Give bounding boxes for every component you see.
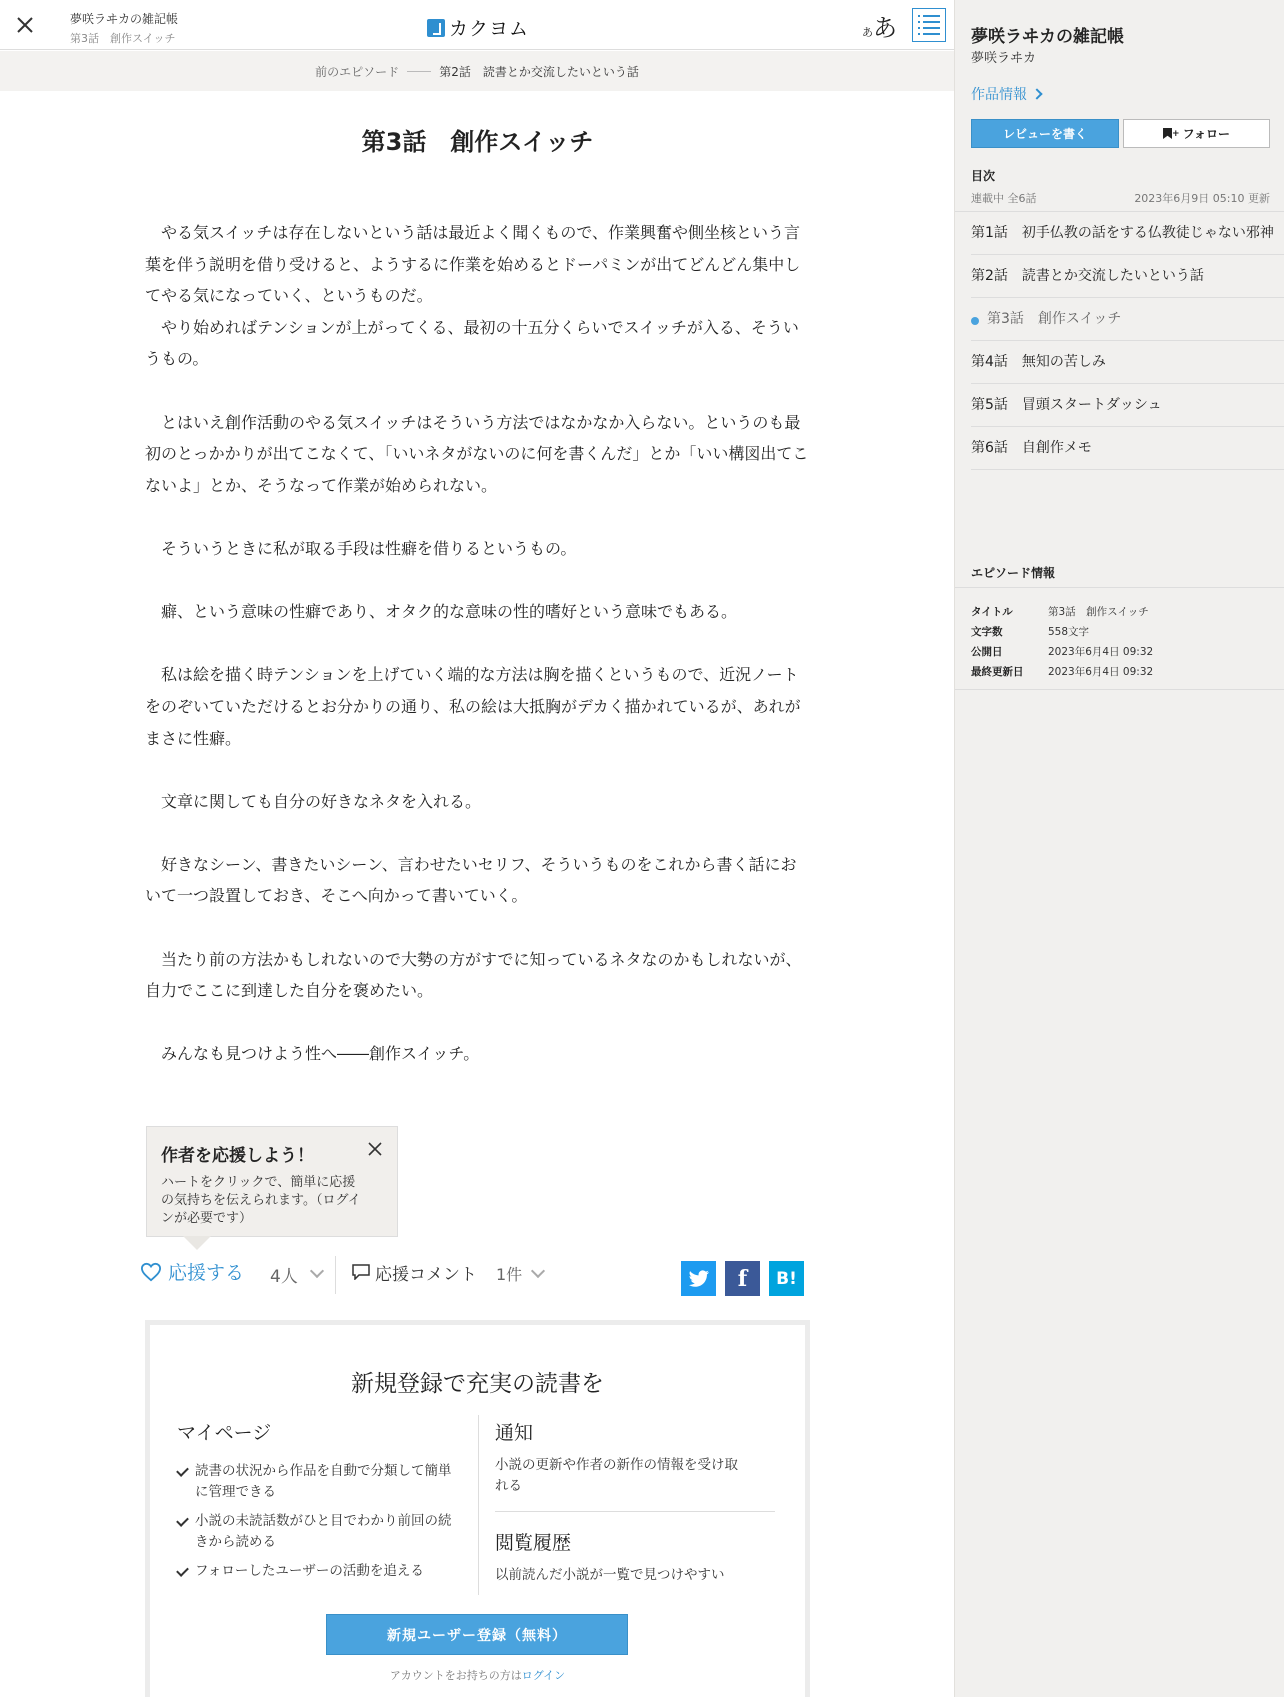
episode-actions bbox=[140, 1256, 810, 1296]
login-prefix: アカウントをお持ちの方は bbox=[389, 1669, 522, 1682]
history-heading: 閲覧履歴 bbox=[495, 1532, 572, 1554]
list-item: フォローしたユーザーの活動を追える bbox=[177, 1561, 457, 1582]
support-tooltip-text: ハートをクリックで、簡単に応援の気持ちを伝えられます。（ログインが必要です） bbox=[161, 1175, 361, 1226]
divider bbox=[955, 587, 1284, 588]
header-titles bbox=[70, 10, 178, 46]
close-icon[interactable] bbox=[14, 14, 36, 36]
mypage-column bbox=[177, 1418, 457, 1590]
episode-link[interactable]: 第2話 読書とか交流したいという話 bbox=[971, 255, 1284, 298]
bookmark-icon bbox=[1163, 128, 1172, 139]
paragraph: そういうときに私が取る手段は性癖を借りるというもの。 bbox=[145, 538, 577, 558]
serial-status: 連載中 全6話 bbox=[971, 192, 1037, 205]
chevron-down-icon[interactable] bbox=[310, 1264, 324, 1278]
logo-text: カクヨム bbox=[449, 18, 530, 40]
meta-key: 公開日 bbox=[971, 646, 1003, 658]
work-info-link[interactable]: 作品情報 bbox=[971, 84, 1041, 104]
divider bbox=[335, 1256, 336, 1294]
write-review-button[interactable]: レビューを書く bbox=[971, 119, 1119, 148]
paragraph bbox=[145, 565, 810, 597]
mypage-heading: マイページ bbox=[177, 1422, 272, 1444]
history-text: 以前読んだ小説が一覧で見つけやすい bbox=[495, 1567, 725, 1583]
list-item: 小説の未読話数がひと目でわかり前回の続きから読める bbox=[177, 1511, 457, 1553]
follow-button-label: フォロー bbox=[1182, 127, 1230, 141]
support-tooltip bbox=[146, 1126, 398, 1237]
close-icon[interactable] bbox=[367, 1141, 383, 1157]
episode-list bbox=[971, 212, 1284, 470]
meta-value: 第3話 創作スイッチ bbox=[1048, 606, 1149, 618]
paragraph bbox=[145, 1007, 810, 1039]
notify-heading: 通知 bbox=[495, 1422, 534, 1444]
support-tooltip-title: 作者を応援しよう！ bbox=[161, 1146, 314, 1166]
chevron-down-icon[interactable] bbox=[531, 1264, 545, 1278]
mypage-feature-list bbox=[177, 1461, 457, 1582]
comment-button[interactable]: 応援コメント bbox=[375, 1265, 477, 1285]
episode-link[interactable]: 第1話 初手仏教の話をする仏教徒じゃない邪神 bbox=[971, 212, 1284, 255]
episode-link[interactable]: 第4話 無知の苦しみ bbox=[971, 341, 1284, 384]
top-header bbox=[0, 0, 954, 50]
meta-row bbox=[971, 602, 1153, 622]
paragraph: やる気スイッチは存在しないという話は最近よく聞くもので、作業興奮や側坐核という言葉を伴う説明を借り受けると、ようするに作業を始めるとドーパミンが出てどんどん集中してやる気になっていく、というものだ。 やり始めればテンションが上がってくる、最初の十五分くらいでスイッチが入る、そういうもの。 bbox=[145, 223, 801, 369]
cheer-button[interactable]: 応援する bbox=[168, 1262, 245, 1284]
list-item: 読書の状況から作品を自動で分類して簡単に管理できる bbox=[177, 1461, 457, 1503]
meta-row bbox=[971, 642, 1153, 662]
cheer-count[interactable]: 4人 bbox=[270, 1267, 298, 1287]
meta-key: 最終更新日 bbox=[971, 666, 1024, 678]
meta-key: 文字数 bbox=[971, 626, 1003, 638]
hatena-bookmark-button[interactable] bbox=[769, 1261, 804, 1296]
header-episode-subtitle: 第3話 創作スイッチ bbox=[70, 32, 176, 45]
hatena-icon: B! bbox=[776, 1268, 797, 1289]
comment-icon[interactable] bbox=[352, 1264, 370, 1280]
plus-glyph: + bbox=[1172, 128, 1180, 139]
paragraph: 癖、という意味の性癖であり、オタク的な意味の性的嗜好という意味でもある。 bbox=[145, 602, 738, 622]
paragraph: みんなも見つけよう性へ――創作スイッチ。 bbox=[145, 1044, 480, 1064]
signup-box bbox=[145, 1320, 810, 1697]
episode-info-label: エピソード情報 bbox=[971, 566, 1056, 580]
features-column bbox=[495, 1418, 775, 1586]
paragraph: 私は絵を描く時テンションを上げていく端的な方法は胸を描くというもので、近況ノートをのぞいていただけるとお分かりの通り、私の絵は大抵胸がデカく描かれているが、あれがまさに性癖。 bbox=[145, 665, 801, 748]
paragraph: 当たり前の方法かもしれないので大勢の方がすでに知っているネタなのかもしれないが、自力でここに到達した自分を褒めたい。 bbox=[145, 949, 802, 1001]
episode-title: 第3話 創作スイッチ bbox=[361, 128, 594, 156]
notify-text: 小説の更新や作者の新作の情報を受け取れる bbox=[495, 1457, 738, 1494]
episode-link-current[interactable]: 第3話 創作スイッチ bbox=[971, 298, 1284, 341]
meta-value: 558文字 bbox=[1048, 626, 1090, 638]
login-line bbox=[150, 1667, 805, 1683]
facebook-share-button[interactable] bbox=[725, 1261, 760, 1296]
heart-icon[interactable] bbox=[140, 1262, 162, 1282]
paragraph bbox=[145, 754, 810, 786]
meta-row bbox=[971, 622, 1153, 642]
prev-episode-bar bbox=[0, 51, 954, 91]
kakuyomu-logo-icon bbox=[427, 19, 445, 37]
prev-episode-link[interactable]: 第2話 読書とか交流したいという話 bbox=[439, 64, 639, 79]
sidebar bbox=[954, 0, 1284, 1697]
comment-count[interactable]: 1件 bbox=[496, 1265, 523, 1284]
facebook-icon: f bbox=[737, 1265, 748, 1292]
meta-row bbox=[971, 662, 1153, 682]
signup-title: 新規登録で充実の読書を bbox=[351, 1371, 604, 1397]
episode-link[interactable]: 第6話 自創作メモ bbox=[971, 427, 1284, 470]
font-small-glyph: あ bbox=[862, 26, 873, 39]
paragraph: とはいえ創作活動のやる気スイッチはそういう方法ではなかなか入らない。というのも最初のとっかかりが出てこなくて、「いいネタがないのに何を書くんだ」とか「いい構図出てこないよ」とか、そうなって作業が始められない。 bbox=[145, 412, 809, 495]
register-button[interactable]: 新規ユーザー登録（無料） bbox=[326, 1614, 628, 1655]
prev-episode-label: 前のエピソード bbox=[315, 64, 400, 79]
paragraph: 文章に関しても自分の好きなネタを入れる。 bbox=[145, 791, 482, 811]
paragraph bbox=[145, 501, 810, 533]
meta-value: 2023年6月4日 09:32 bbox=[1048, 666, 1154, 678]
last-updated: 2023年6月9日 05:10 更新 bbox=[1134, 192, 1270, 205]
divider bbox=[478, 1415, 479, 1595]
divider bbox=[495, 1511, 775, 1512]
paragraph bbox=[145, 375, 810, 407]
paragraph bbox=[145, 817, 810, 849]
sidebar-author[interactable]: 夢咲ラヰカ bbox=[971, 51, 1037, 66]
toc-toggle-button[interactable] bbox=[912, 8, 946, 42]
site-logo[interactable] bbox=[427, 14, 529, 41]
paragraph bbox=[145, 628, 810, 660]
header-work-title[interactable]: 夢咲ラヰカの雑記帳 bbox=[70, 12, 179, 26]
meta-key: タイトル bbox=[971, 606, 1013, 618]
episode-body bbox=[145, 217, 810, 1070]
font-large-glyph: あ bbox=[873, 14, 897, 42]
divider bbox=[955, 689, 1284, 690]
toc-label: 目次 bbox=[971, 169, 996, 183]
episode-link[interactable]: 第5話 冒頭スタートダッシュ bbox=[971, 384, 1284, 427]
paragraph: 好きなシーン、書きたいシーン、言わせたいセリフ、そういうものをこれから書く話において一つ設置しておき、そこへ向かって書いていく。 bbox=[145, 854, 797, 906]
paragraph bbox=[145, 912, 810, 944]
sidebar-work-title[interactable]: 夢咲ラヰカの雑記帳 bbox=[971, 27, 1124, 47]
episode-meta bbox=[971, 602, 1153, 682]
font-settings-button[interactable] bbox=[862, 8, 897, 43]
divider bbox=[407, 71, 431, 72]
follow-button[interactable] bbox=[1123, 119, 1270, 148]
list-icon bbox=[923, 15, 940, 17]
meta-value: 2023年6月4日 09:32 bbox=[1048, 646, 1154, 658]
login-link[interactable]: ログイン bbox=[521, 1669, 566, 1682]
twitter-icon bbox=[688, 1270, 710, 1288]
twitter-share-button[interactable] bbox=[681, 1261, 716, 1296]
